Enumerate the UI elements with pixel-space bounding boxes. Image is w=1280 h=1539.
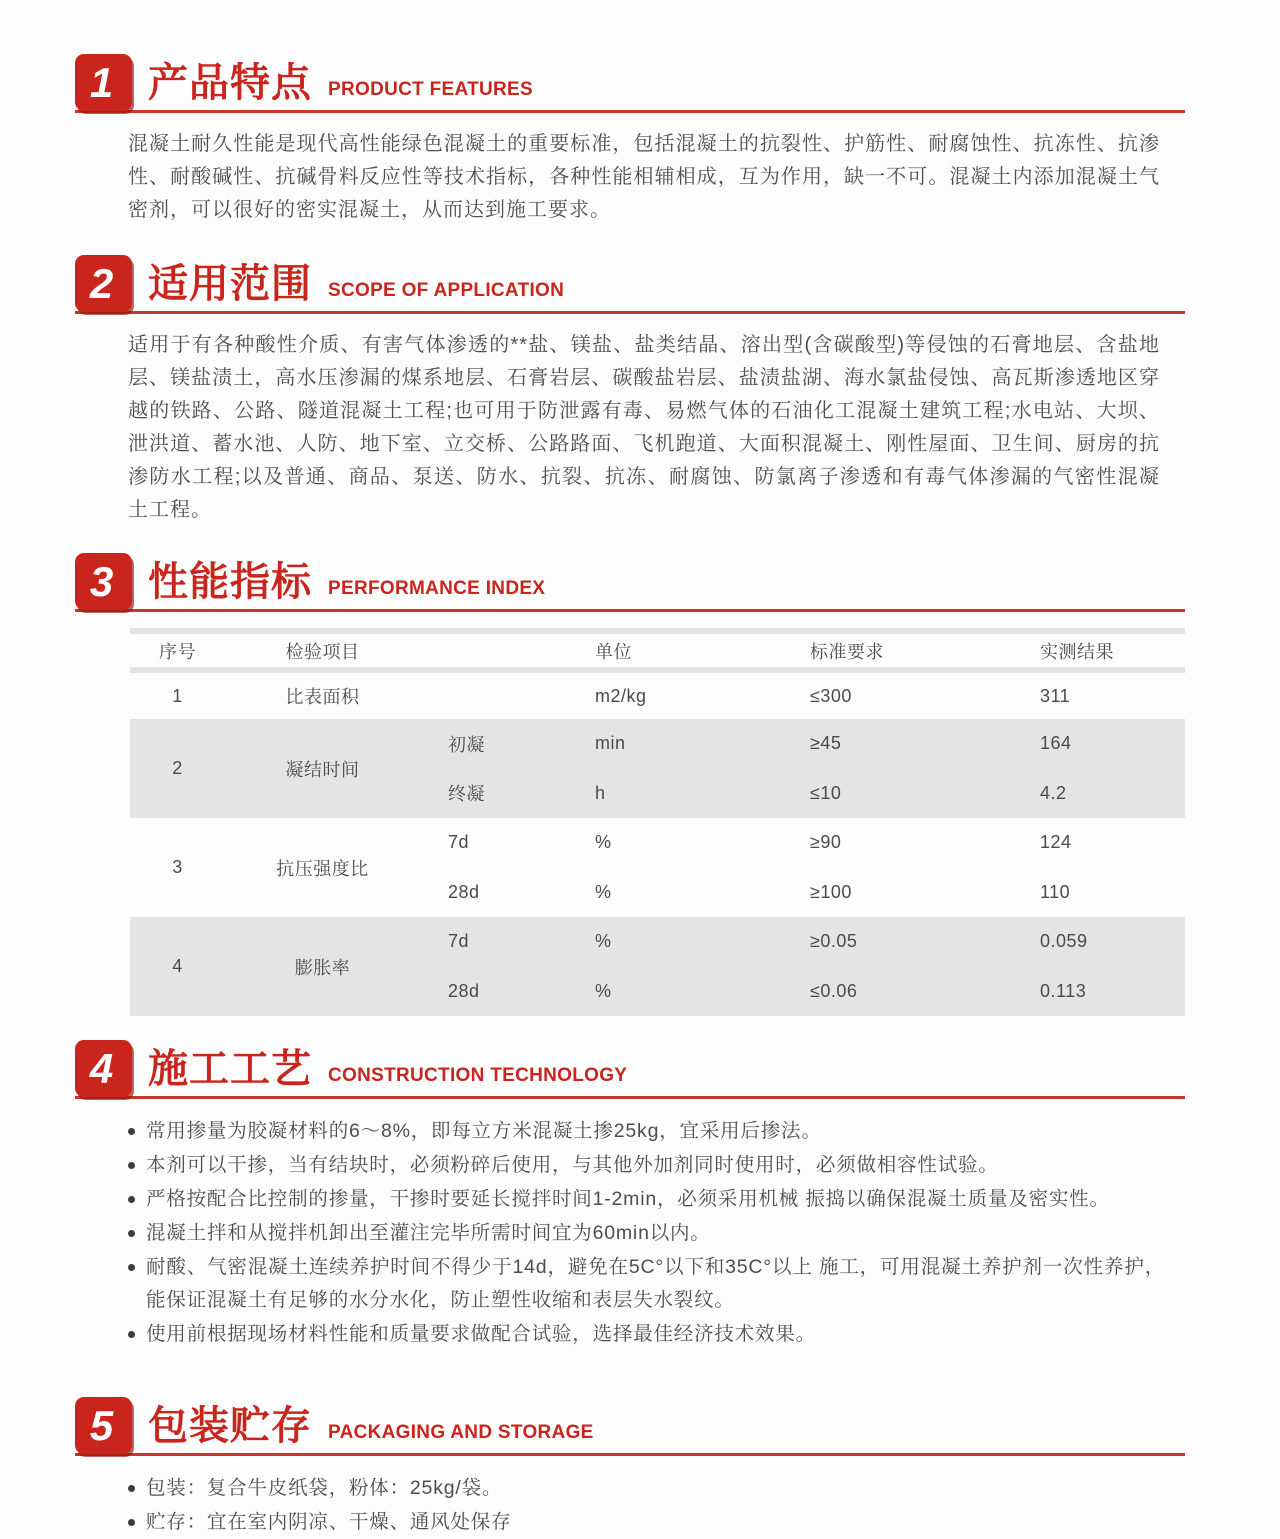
cell-result: 311 — [1040, 685, 1071, 706]
section-4-subtitle-en: CONSTRUCTION TECHNOLOGY — [328, 1065, 628, 1086]
section-2-subtitle-en: SCOPE OF APPLICATION — [328, 280, 565, 301]
cell-result: 164 — [1040, 733, 1072, 754]
cell-subitem: 终凝 — [448, 784, 485, 805]
cell-item: 抗压强度比 — [276, 858, 369, 879]
cell-result: 124 — [1040, 832, 1072, 853]
section-scope-of-application — [75, 251, 1185, 527]
table-header-row — [130, 634, 1185, 667]
cell-result: 0.059 — [1040, 931, 1088, 952]
section-construction-technology — [75, 1036, 1185, 1351]
section-2-paragraph: 适用于有各种酸性介质、有害气体渗透的**盐、镁盐、盐类结晶、溶出型(含碳酸型)等侵蚀的石膏地层、含盐地层、镁盐渍土，高水压渗漏的煤系地层、石膏岩层、碳酸盐岩层、盐渍盐湖、海水氯盐侵蚀、高瓦斯渗透地区穿越的铁路、公路、隧道混凝土工程;也可用于防泄露有毒、易燃气体的石油化工混凝土建筑工程;水电站、大坝、泄洪道、蓄水池、人防、地下室、立交桥、公路路面、飞机跑道、大面积混凝土、刚性屋面、卫生间、厨房的抗渗防水工程;以及普通、商品、泵送、防水、抗裂、抗冻、耐腐蚀、防氯离子渗透和有毒气体渗漏的气密性混凝土工程。 — [128, 334, 1160, 521]
list-item: 耐酸、气密混凝土连续养护时间不得少于14d，避免在5C°以下和35C°以上 施工，可用混凝土养护剂一次性养护，能保证混凝土有足够的水分水化，防止塑性收缩和表层失水裂纹。 — [128, 1251, 1165, 1317]
cell-standard: ≤0.06 — [810, 980, 858, 1001]
table-row — [130, 719, 1185, 818]
list-item: 使用前根据现场材料性能和质量要求做配合试验，选择最佳经济技术效果。 — [128, 1318, 1165, 1351]
section-3-number: 3 — [89, 557, 114, 605]
cell-unit: % — [595, 980, 612, 1001]
section-2-number: 2 — [89, 259, 114, 307]
table-header-result: 实测结果 — [1040, 641, 1114, 662]
section-1-number-badge — [75, 54, 132, 111]
cell-subitem: 28d — [448, 980, 480, 1001]
table-header-unit: 单位 — [595, 641, 632, 662]
list-item: 贮存：宜在室内阴凉、干燥、通风处保存 — [128, 1506, 1165, 1539]
cell-standard: ≥100 — [810, 881, 852, 902]
cell-result: 0.113 — [1040, 980, 1087, 1001]
cell-item: 膨胀率 — [294, 957, 351, 978]
section-1-subtitle-en: PRODUCT FEATURES — [328, 79, 534, 100]
cell-standard: ≥45 — [810, 733, 842, 754]
cell-item: 凝结时间 — [285, 759, 360, 780]
section-3-subtitle-en: PERFORMANCE INDEX — [328, 578, 546, 599]
section-4-title: 施工工艺 — [148, 1047, 312, 1091]
list-item: 包装：复合牛皮纸袋，粉体：25kg/袋。 — [128, 1472, 1165, 1505]
cell-no: 2 — [172, 758, 183, 778]
section-1-title: 产品特点 — [148, 61, 312, 105]
cell-result: 4.2 — [1040, 782, 1067, 803]
performance-table — [130, 628, 1185, 1016]
cell-standard: ≥90 — [810, 832, 842, 853]
section-4-number: 4 — [89, 1044, 114, 1092]
section-performance-index — [75, 549, 1185, 1016]
cell-subitem: 7d — [448, 832, 470, 853]
cell-subitem: 7d — [448, 931, 470, 952]
cell-unit: h — [595, 782, 606, 803]
section-3-header — [75, 549, 1185, 612]
section-5-number-badge — [75, 1397, 132, 1454]
cell-no: 4 — [172, 956, 183, 976]
cell-subitem — [420, 673, 570, 719]
cell-unit: % — [595, 931, 612, 952]
section-1-paragraph: 混凝土耐久性能是现代高性能绿色混凝土的重要标准，包括混凝土的抗裂性、护筋性、耐腐蚀性、抗冻性、抗渗性、耐酸碱性、抗碱骨料反应性等技术指标，各种性能相辅相成，互为作用，缺一不可。混凝土内添加混凝土气密剂，可以很好的密实混凝土，从而达到施工要求。 — [128, 133, 1160, 221]
section-5-number: 5 — [89, 1401, 114, 1449]
cell-subitem: 28d — [448, 881, 480, 902]
packaging-bullet-list — [128, 1472, 1165, 1539]
list-item: 严格按配合比控制的掺量，干掺时要延长搅拌时间1-2min，必须采用机械 振捣以确保混凝土质量及密实性。 — [128, 1183, 1165, 1216]
table-header-subitem — [420, 634, 570, 667]
cell-subitem: 初凝 — [448, 734, 485, 755]
section-packaging-and-storage — [75, 1393, 1185, 1539]
table-row — [130, 818, 1185, 917]
section-3-number-badge — [75, 553, 132, 610]
cell-standard: ≥0.05 — [810, 931, 858, 952]
section-5-header — [75, 1393, 1185, 1456]
section-5-title: 包装贮存 — [148, 1404, 312, 1448]
section-4-header — [75, 1036, 1185, 1099]
section-3-title: 性能指标 — [148, 560, 312, 604]
construction-bullet-list — [128, 1115, 1165, 1351]
section-4-number-badge — [75, 1040, 132, 1097]
cell-standard: ≤10 — [810, 782, 842, 803]
section-5-subtitle-en: PACKAGING AND STORAGE — [328, 1422, 594, 1443]
section-2-header — [75, 251, 1185, 314]
list-item: 常用掺量为胶凝材料的6～8%，即每立方米混凝土掺25kg，宜采用后掺法。 — [128, 1115, 1165, 1148]
cell-item: 比表面积 — [285, 687, 360, 707]
cell-unit: % — [595, 832, 612, 853]
table-header-item: 检验项目 — [285, 641, 360, 662]
table-header-standard: 标准要求 — [810, 641, 884, 662]
cell-standard: ≤300 — [810, 685, 852, 706]
cell-no: 1 — [172, 685, 183, 706]
section-product-features — [75, 50, 1185, 227]
list-item: 本剂可以干掺，当有结块时，必须粉碎后使用，与其他外加剂同时使用时，必须做相容性试验。 — [128, 1149, 1165, 1182]
cell-result: 110 — [1040, 881, 1071, 902]
table-row — [130, 917, 1185, 1016]
section-1-header — [75, 50, 1185, 113]
section-2-title: 适用范围 — [148, 262, 312, 306]
cell-unit: % — [595, 881, 612, 902]
cell-unit: m2/kg — [595, 685, 647, 706]
cell-no: 3 — [172, 857, 183, 877]
section-2-number-badge — [75, 255, 132, 312]
table-header-no: 序号 — [159, 641, 196, 662]
list-item: 混凝土拌和从搅拌机卸出至灌注完毕所需时间宜为60min以内。 — [128, 1217, 1165, 1250]
table-row — [130, 673, 1185, 719]
section-1-number: 1 — [89, 58, 114, 106]
cell-unit: min — [595, 733, 626, 754]
